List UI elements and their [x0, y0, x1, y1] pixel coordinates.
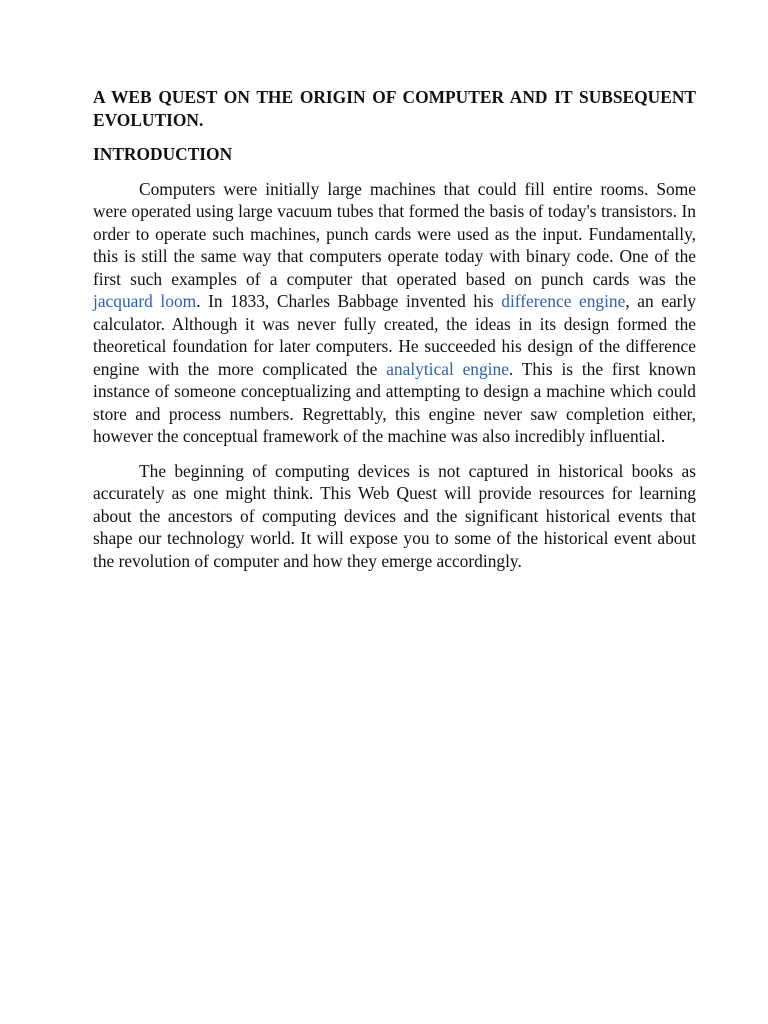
paragraph-text: , an early calculator. Although it was never fully created, the ideas in its design formed the theoretical foundation for later computers. He succeeded his design of the difference engine with the more complicated the — [93, 291, 696, 379]
document-title: A WEB QUEST ON THE ORIGIN OF COMPUTER AND IT SUBSEQUENT EVOLUTION. — [93, 87, 696, 130]
analytical-engine-link[interactable]: analytical engine — [386, 358, 509, 379]
jacquard-loom-link[interactable]: jacquard loom — [93, 291, 197, 311]
section-heading-introduction: INTRODUCTION — [93, 144, 233, 164]
difference-engine-link[interactable]: difference engine — [501, 291, 626, 311]
intro-paragraph-1 — [93, 178, 696, 448]
paragraph-text: . This is the first known instance of someone conceptualizing and attempting to design a machine which could store and process numbers. Regrettably, this engine never saw completion either, however the conceptual framework of the machine was also incredibly influential. — [93, 358, 696, 446]
paragraph-text: . In 1833, Charles Babbage invented his — [196, 291, 502, 311]
document-page — [93, 86, 696, 572]
paragraph-text: Computers were initially large machines that could fill entire rooms. Some were operated using large vacuum tubes that formed the basis of today's transistors. In order to operate such machines, punch cards were used as the input. Fundamentally, this is still the same way that computers operate today with binary code. One of the first such examples of a computer that operated based on punch cards was the — [93, 178, 696, 289]
intro-paragraph-2: The beginning of computing devices is not captured in historical books as accurately as one might think. This Web Quest will provide resources for learning about the ancestors of computing devices and the significant historical events that shape our technology world. It will expose you to some of the historical event about the revolution of computer and how they emerge accordingly. — [93, 460, 696, 571]
